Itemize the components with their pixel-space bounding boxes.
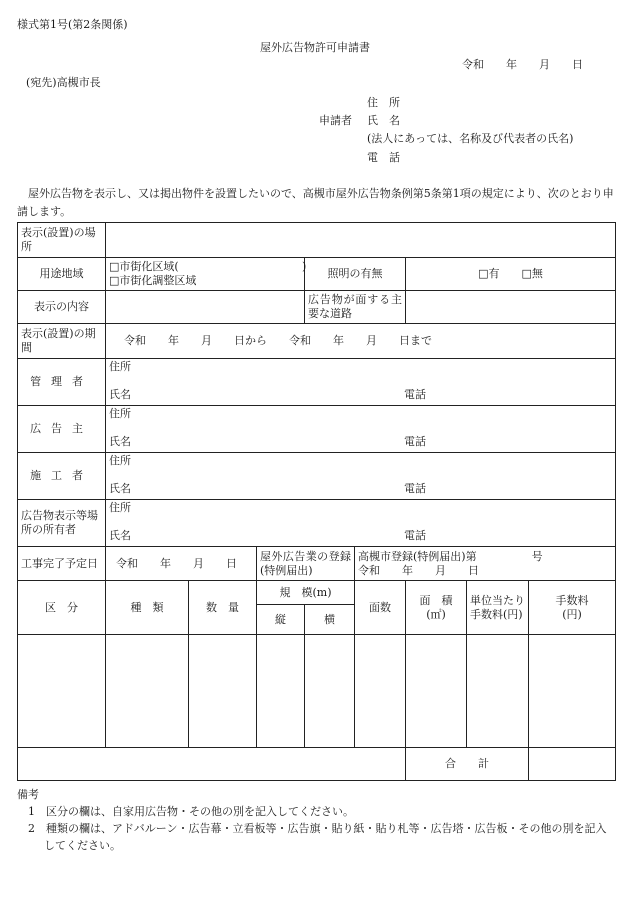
applicant-label: 申請者 (319, 114, 352, 127)
faces-cell[interactable] (355, 635, 406, 748)
advertiser-field[interactable] (106, 406, 616, 453)
lighting-label: 照明の有無 (305, 258, 406, 291)
owner-label: 広告物表示等場所の所有者 (18, 500, 106, 547)
contractor-label: 施工者 (18, 453, 106, 500)
header-quantity: 数 量 (189, 581, 257, 635)
header-fee-unit: (円) (562, 607, 582, 621)
content-label: 表示の内容 (18, 291, 106, 324)
completion-label: 工事完了予定日 (18, 547, 106, 581)
road-label: 広告物が面する主要な道路 (305, 291, 406, 324)
road-field[interactable] (406, 291, 616, 324)
area-cell[interactable] (406, 635, 467, 748)
zone-field[interactable] (106, 258, 305, 291)
application-table (17, 222, 616, 781)
advertiser-label: 広告主 (18, 406, 106, 453)
registration-label: 屋外広告業の登録(特例届出) (257, 547, 355, 581)
contractor-phone-label: 電話 (404, 482, 426, 495)
intro-text: 屋外広告物を表示し、又は掲出物件を設置したいので、高槻市屋外広告物条例第5条第1項の規定により、次のとおり申請します。 (17, 187, 614, 218)
zone-label: 用途地域 (18, 258, 106, 291)
contractor-address-label: 住所 (109, 454, 131, 467)
completion-date[interactable]: 令和 年 月 日 (106, 547, 257, 581)
fee-cell[interactable] (529, 635, 616, 748)
advertiser-address-label: 住所 (109, 407, 131, 420)
total-spacer (18, 748, 406, 781)
owner-name-label: 氏名 (109, 529, 131, 542)
phone-label: 電 話 (367, 151, 400, 164)
header-fee: 手数料 (円) (529, 581, 616, 635)
header-category: 区 分 (18, 581, 106, 635)
header-faces: 面数 (355, 581, 406, 635)
owner-phone-label: 電話 (404, 529, 426, 542)
notes-heading: 備考 (17, 788, 39, 801)
header-type: 種 類 (106, 581, 189, 635)
manager-name-label: 氏名 (109, 388, 131, 401)
corporate-note: (法人にあっては、名称及び代表者の氏名) (367, 132, 574, 145)
advertiser-phone-label: 電話 (404, 435, 426, 448)
manager-label: 管理者 (18, 359, 106, 406)
lighting-field[interactable] (406, 258, 616, 291)
quantity-cell[interactable] (189, 635, 257, 748)
address-label: 住 所 (367, 96, 400, 109)
registration-field[interactable] (355, 547, 616, 581)
height-cell[interactable] (257, 635, 305, 748)
header-unit-fee: 単位当たり手数料(円) (467, 581, 529, 635)
zone-close-paren: ) (302, 260, 307, 273)
contractor-field[interactable] (106, 453, 616, 500)
period-label: 表示(設置)の期間 (18, 324, 106, 359)
header-area-unit: (㎡) (426, 607, 446, 621)
manager-field[interactable] (106, 359, 616, 406)
owner-address-label: 住所 (109, 501, 131, 514)
contractor-name-label: 氏名 (109, 482, 131, 495)
period-field[interactable] (106, 324, 616, 359)
notes-section (17, 786, 617, 854)
owner-field[interactable] (106, 500, 616, 547)
lighting-yes-checkbox[interactable]: □有 (478, 267, 500, 280)
category-cell[interactable] (18, 635, 106, 748)
header-area: 面 積 (㎡) (406, 581, 467, 635)
content-field[interactable] (106, 291, 305, 324)
type-cell[interactable] (106, 635, 189, 748)
width-cell[interactable] (305, 635, 355, 748)
form-number: 様式第1号(第2条関係) (17, 18, 128, 31)
note-2: 2 種類の欄は、アドバルーン・広告幕・立看板等・広告旗・貼り紙・貼り札等・広告塔・広告板・その他の別を記入してください。 (28, 822, 607, 852)
zone-urbanization-option[interactable]: □市街化区域( (109, 260, 179, 273)
manager-phone-label: 電話 (404, 388, 426, 401)
registration-date: 令和 年 月 日 (358, 563, 479, 577)
period-from: 令和 年 月 日から (124, 334, 267, 347)
advertiser-name-label: 氏名 (109, 435, 131, 448)
date-line: 令和 年 月 日 (462, 58, 583, 71)
name-label: 氏 名 (367, 114, 400, 127)
header-scale: 規 模(m) (257, 581, 355, 605)
header-width: 横 (305, 605, 355, 635)
location-label: 表示(設置)の場所 (18, 223, 106, 258)
zone-control-option[interactable]: □市街化調整区域 (109, 274, 197, 287)
unit-fee-cell[interactable] (467, 635, 529, 748)
page-title: 屋外広告物許可申請書 (260, 41, 370, 54)
manager-address-label: 住所 (109, 360, 131, 373)
header-height: 縦 (257, 605, 305, 635)
total-fee-cell[interactable] (529, 748, 616, 781)
registration-number: 高槻市登録(特例届出)第 号 (358, 549, 543, 563)
lighting-no-checkbox[interactable]: □無 (521, 267, 543, 280)
total-label: 合 計 (406, 748, 529, 781)
period-to: 令和 年 月 日まで (289, 334, 432, 347)
location-field[interactable] (106, 223, 616, 258)
addressee: (宛先)高槻市長 (26, 76, 101, 89)
note-1: 1 区分の欄は、自家用広告物・その他の別を記入してください。 (28, 805, 354, 818)
